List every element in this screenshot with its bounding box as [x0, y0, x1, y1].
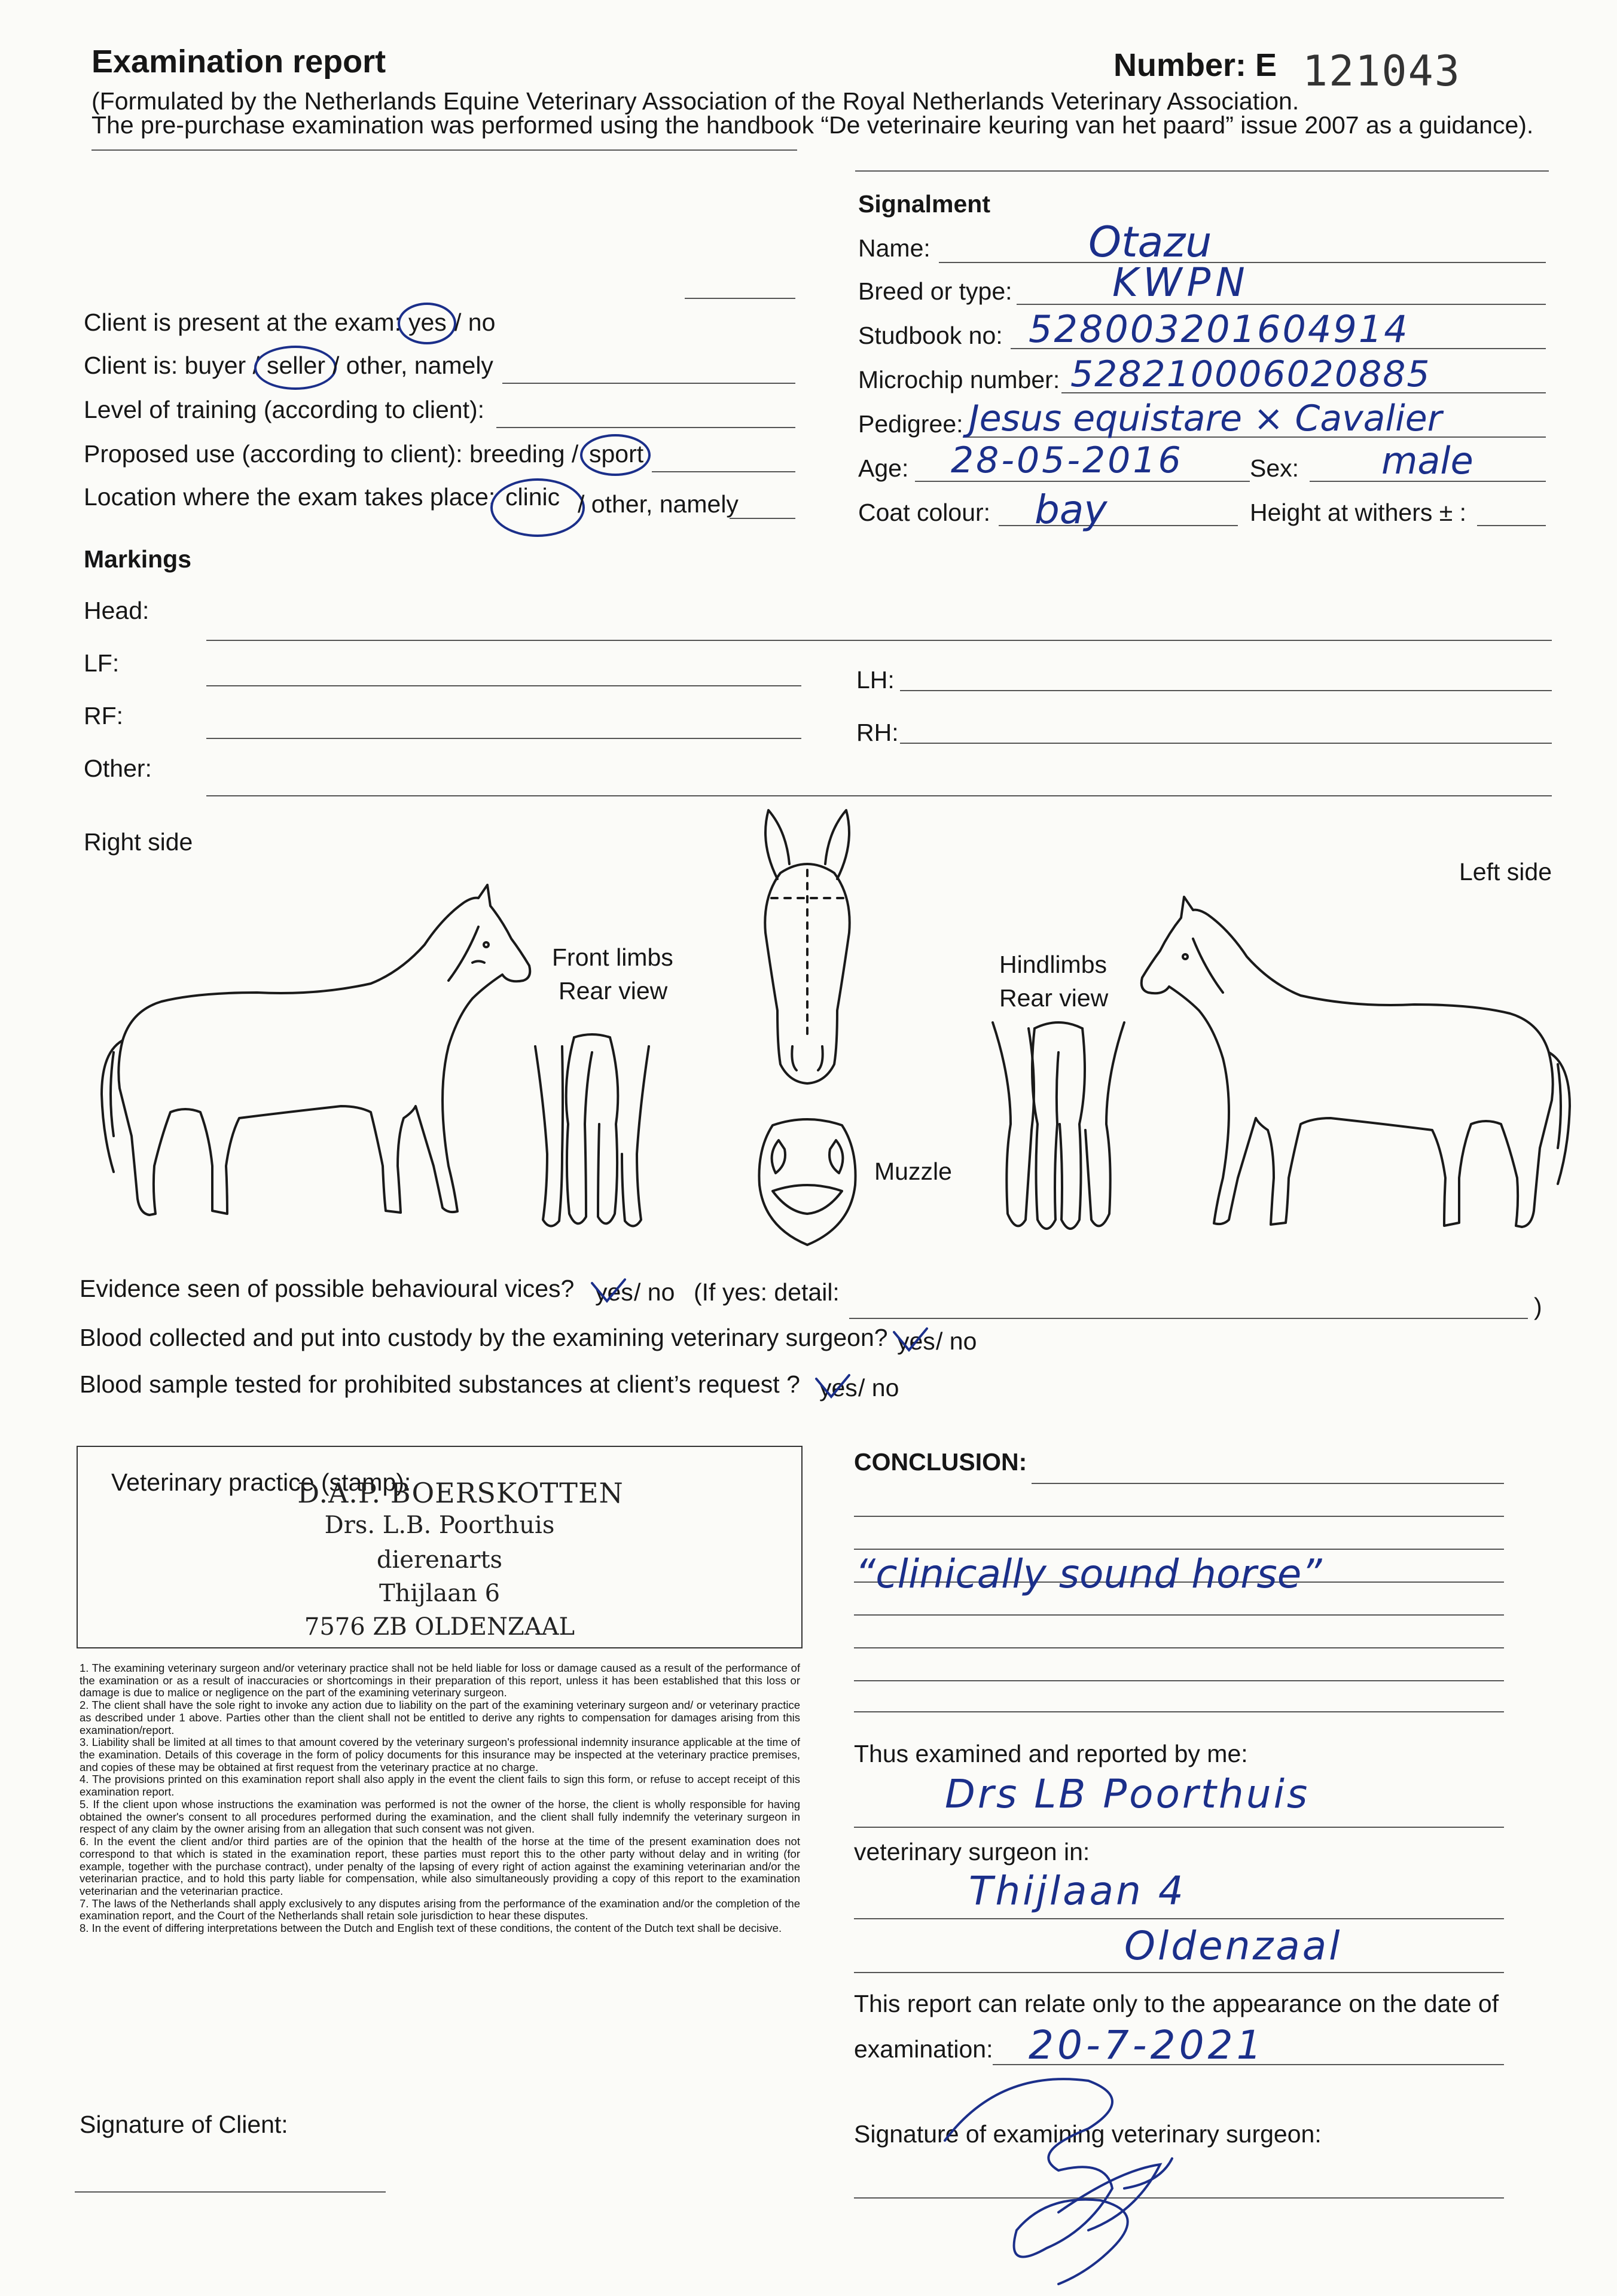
pedigree-value[interactable]: Jesus equistare × Cavalier: [969, 398, 1442, 439]
coat-label: Coat colour:: [858, 499, 991, 526]
sex-value[interactable]: male: [1381, 439, 1473, 483]
disclaimer-item: 8. In the event of differing interpretations between the Dutch and English text of these conditions, the content of the Dutch text shall be decisive.: [80, 1922, 782, 1935]
front-limbs-icon: [526, 1034, 658, 1244]
markings-other-line: [206, 795, 1552, 796]
markings-heading: Markings: [84, 545, 191, 573]
conclusion-line-2: [854, 1516, 1504, 1517]
signature-vet-label: Signature of examining veterinary surgeon:: [854, 2120, 1322, 2148]
client-is-label: Client is: buyer /: [84, 352, 260, 379]
blood-custody-yes[interactable]: yes: [897, 1327, 935, 1355]
microchip-value[interactable]: 528210006020885: [1070, 353, 1431, 395]
stamp-line-1: D.A.P. BOERSKOTTEN: [297, 1477, 624, 1509]
disclaimer-item: 4. The provisions printed on this examination report shall also apply in the event the client fails to sign this form, or refuse to accept receipt of this examination report.: [80, 1773, 800, 1799]
blood-tested-question: Blood sample tested for prohibited substances at client’s request ?: [80, 1370, 800, 1398]
location-label: Location where the exam takes place:: [84, 483, 496, 511]
markings-other-label: Other:: [84, 755, 152, 782]
vices-detail-line: [849, 1318, 1528, 1319]
markings-lf-label: LF:: [84, 649, 120, 677]
client-top-line: [685, 298, 795, 299]
location-circle: [490, 478, 585, 537]
studbook-label: Studbook no:: [858, 322, 1003, 349]
horse-muzzle-icon: [755, 1113, 860, 1251]
location-line: [730, 518, 795, 519]
markings-head-line: [206, 640, 1552, 641]
subtitle-line-1: (Formulated by the Netherlands Equine Veterinary Association of the Royal Netherlands Veterinary Association.: [91, 87, 1299, 115]
exam-date-value[interactable]: 20-7-2021: [1029, 2022, 1265, 2068]
disclaimer-item: 1. The examining veterinary surgeon and/or veterinary practice shall not be held liable for loss or damage caused as a result of the performance of the examination or as a result of inaccuracies or shortcomings in their preparation of this report, unless it has been established that this loss or damage is due to malice or negligence on the part of the examining veterinary surgeon.: [80, 1662, 800, 1699]
practice-label: Veterinary practice (stamp):: [111, 1468, 411, 1496]
use-label: Proposed use (according to client): breeding /: [84, 440, 579, 468]
disclaimer-item: 7. The laws of the Netherlands shall apply exclusively to any disputes arising from the performance of the examination and/or the completion of the examination report, and the Court of the Netherlands shall retain sole jurisdiction to hear these disputes.: [80, 1897, 800, 1922]
surgeon-in-value-2[interactable]: Oldenzaal: [1124, 1923, 1343, 1969]
surgeon-in-line-1: [854, 1918, 1504, 1919]
age-label: Age:: [858, 454, 909, 482]
surgeon-in-value-1[interactable]: Thijlaan 4: [969, 1868, 1186, 1914]
stamp-line-3: dierenarts: [376, 1546, 503, 1574]
vices-yes-strike: [589, 1277, 631, 1307]
client-present-circle: [398, 303, 456, 344]
stamp-line-2: Drs. L.B. Poorthuis: [324, 1512, 555, 1539]
exam-date-label: examination:: [854, 2035, 993, 2063]
report-title: Examination report: [91, 44, 386, 80]
conclusion-line-5: [854, 1614, 1504, 1616]
left-side-label: Left side: [1459, 858, 1552, 886]
location-clinic[interactable]: clinic: [505, 483, 560, 511]
breed-value[interactable]: KWPN: [1112, 259, 1250, 306]
vices-close: ): [1534, 1293, 1542, 1320]
markings-rh-line: [900, 743, 1552, 744]
right-side-label: Right side: [84, 828, 193, 856]
surgeon-in-line-2: [854, 1972, 1504, 1973]
disclaimer-text: [80, 1662, 800, 1935]
conclusion-label: CONCLUSION:: [854, 1448, 1027, 1476]
markings-rf-line: [206, 738, 801, 739]
use-sport[interactable]: sport: [589, 440, 644, 468]
hind-rear-view-label: Rear view: [999, 984, 1109, 1012]
muzzle-label: Muzzle: [874, 1158, 952, 1185]
horse-right-side-icon: [90, 855, 544, 1238]
vices-question: Evidence seen of possible behavioural vices?: [80, 1275, 575, 1302]
examined-by-label: Thus examined and reported by me:: [854, 1740, 1248, 1767]
appearance-text: This report can relate only to the appearance on the date of: [854, 1990, 1499, 2017]
training-line: [496, 427, 795, 428]
studbook-value[interactable]: 528003201604914: [1029, 307, 1409, 351]
name-value[interactable]: Otazu: [1088, 218, 1212, 267]
front-rear-view-label: Rear view: [559, 977, 668, 1004]
examined-by-line: [854, 1827, 1504, 1828]
horse-head-front-icon: [748, 807, 867, 1088]
use-line: [652, 471, 795, 472]
header-rule-left: [91, 149, 797, 151]
conclusion-line-1: [1032, 1483, 1504, 1484]
client-is-other[interactable]: / other, namely: [332, 352, 493, 379]
vices-detail-label: (If yes: detail:: [694, 1278, 840, 1306]
hind-limbs-icon: [987, 1016, 1130, 1250]
blood-custody-yes-strike: [891, 1326, 933, 1356]
hindlimbs-label: Hindlimbs: [999, 951, 1107, 978]
client-present-no[interactable]: / no: [454, 309, 496, 336]
blood-tested-yes-strike: [813, 1373, 855, 1403]
conclusion-line-6: [854, 1647, 1504, 1648]
report-number-label: Number: E: [1113, 47, 1277, 83]
breed-line: [1017, 304, 1546, 305]
conclusion-line-3: [854, 1549, 1504, 1550]
markings-head-label: Head:: [84, 597, 150, 624]
disclaimer-item: 5. If the client upon whose instructions the examination was performed is not the owner of the horse, the client is wholly responsible for having obtained the owner's consent to all procedures performed during the examination, and the client shall fully indemnify the veterinary surgeon in respect of any claim by the owner arising from an allegation that such consent was not given.: [80, 1797, 800, 1836]
blood-custody-question: Blood collected and put into custody by the examining veterinary surgeon?: [80, 1324, 888, 1351]
signature-client-line[interactable]: [75, 2191, 386, 2193]
vices-no[interactable]: / no: [634, 1278, 675, 1306]
markings-lh-label: LH:: [856, 666, 895, 694]
blood-tested-no[interactable]: / no: [858, 1374, 899, 1402]
signalment-heading: Signalment: [858, 190, 990, 218]
client-is-seller[interactable]: seller: [267, 352, 325, 379]
disclaimer-item: 3. Liability shall be limited at all times to that amount covered by the veterinary surgeon's professional indemnity insurance applicable at the time of the examination. Details of this coverage in the form of policy documents for this insurance may be inspected at the veterinary practice premises, and copies of these may be obtained at first request from the veterinary practice at no charge.: [80, 1736, 800, 1773]
signature-client-label: Signature of Client:: [80, 2111, 288, 2138]
breed-label: Breed or type:: [858, 277, 1012, 305]
subtitle-line-2: The pre-purchase examination was performed using the handbook “De veterinaire keuring van het paard” issue 2007 as a guidance).: [91, 111, 1534, 139]
client-other-line: [502, 383, 795, 384]
conclusion-line-7: [854, 1680, 1504, 1681]
client-is-circle: [254, 346, 337, 390]
disclaimer-item: 6. In the event the client and/or third parties are of the opinion that the health of the horse at the time of the present examination does not correspond to that which is stated in the examination report, these parties must report this to the other party without delay and in writing (for example, together with the purchase contract), under penalty of the lapsing of every right of action against the examining veterinarian and/or the veterinarian practice, and to hold this party liable for compensation, while also simultaneously providing a copy of this report to the examination veterinarian and the veterinarian practice.: [80, 1835, 800, 1897]
name-label: Name:: [858, 234, 930, 262]
practice-stamp-box: [77, 1446, 803, 1648]
markings-rh-label: RH:: [856, 719, 899, 746]
vices-yes[interactable]: yes: [595, 1278, 633, 1306]
disclaimer-item: 2. The client shall have the sole right to invoke any action due to liability on the part of the examining veterinary surgeon and/ or veterinary practice as described under 1 above. Parties other than the client shall not be entitled to derive any rights to compensation for damages arising from this examination/report.: [80, 1699, 800, 1736]
microchip-label: Microchip number:: [858, 366, 1060, 393]
client-present-yes[interactable]: yes: [408, 309, 447, 336]
height-line: [1477, 525, 1546, 526]
vet-signature-icon: [909, 2033, 1244, 2290]
blood-custody-no[interactable]: / no: [936, 1327, 977, 1355]
markings-lf-line: [206, 685, 801, 686]
pedigree-label: Pedigree:: [858, 410, 963, 438]
markings-rf-label: RF:: [84, 702, 124, 729]
conclusion-line-8: [854, 1711, 1504, 1712]
coat-value[interactable]: bay: [1035, 487, 1108, 533]
front-limbs-label: Front limbs: [552, 944, 673, 971]
conclusion-value[interactable]: “clinically sound horse”: [855, 1551, 1322, 1597]
stamp-line-5: 7576 ZB OLDENZAAL: [304, 1613, 575, 1641]
age-value[interactable]: 28-05-2016: [951, 439, 1183, 481]
markings-lh-line: [900, 690, 1552, 691]
location-other[interactable]: / other, namely: [578, 490, 739, 518]
report-number: 121043: [1302, 47, 1461, 96]
client-present-label: Client is present at the exam:: [84, 309, 401, 336]
training-label: Level of training (according to client):: [84, 396, 485, 423]
blood-tested-yes[interactable]: yes: [819, 1374, 858, 1402]
examined-by-value[interactable]: Drs LB Poorthuis: [945, 1771, 1310, 1817]
horse-left-side-icon: [1127, 867, 1582, 1250]
header-rule-right: [855, 170, 1549, 172]
height-label: Height at withers ± :: [1250, 499, 1467, 526]
sex-label: Sex:: [1250, 454, 1299, 482]
stamp-line-4: Thijlaan 6: [379, 1580, 501, 1607]
surgeon-in-label: veterinary surgeon in:: [854, 1838, 1090, 1866]
use-circle: [580, 434, 651, 476]
